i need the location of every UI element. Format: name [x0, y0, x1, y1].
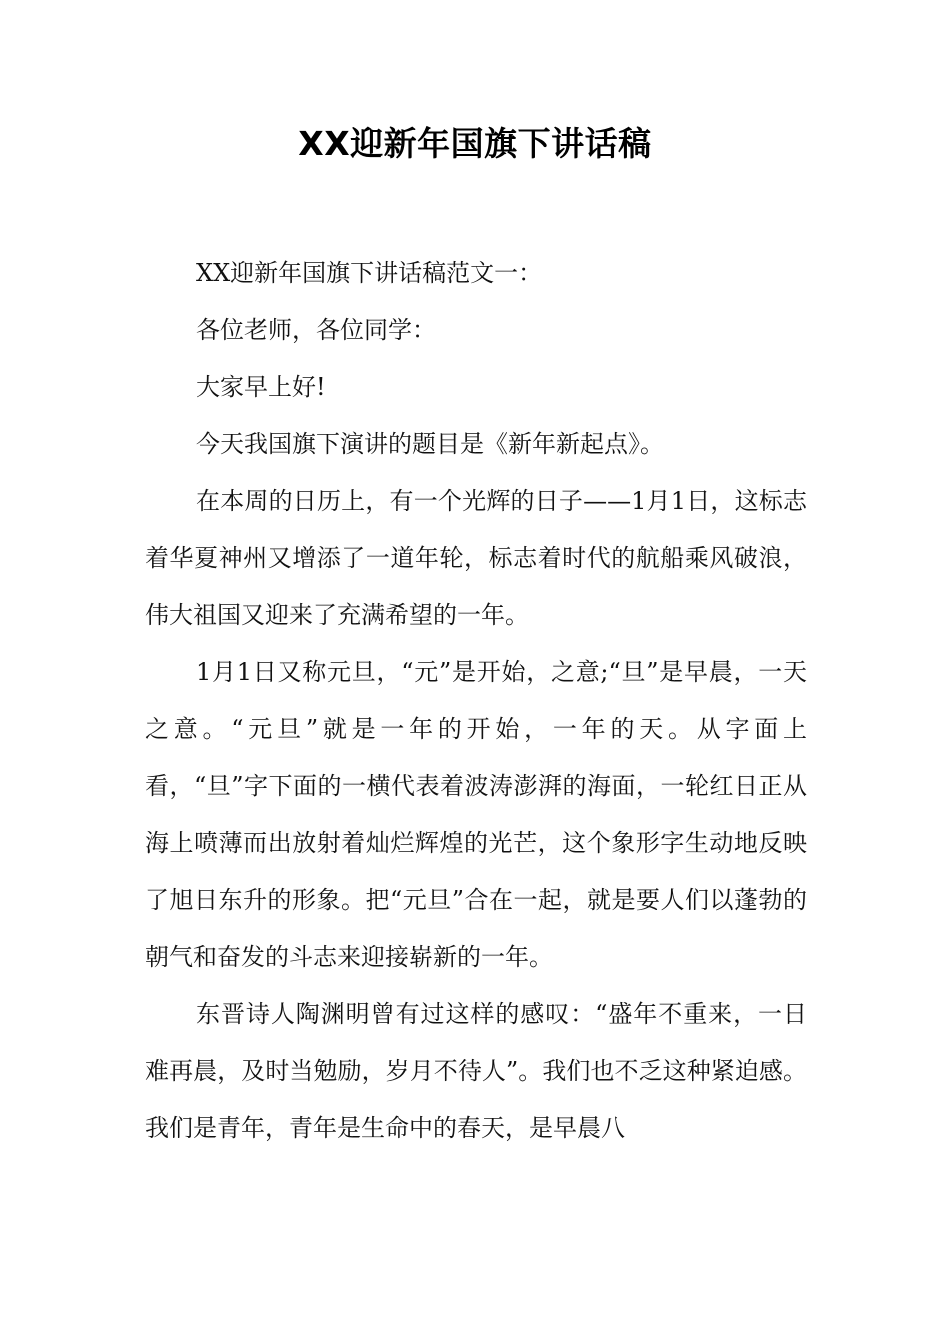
paragraph-speech-topic: 今天我国旗下演讲的题目是《新年新起点》。: [196, 430, 664, 458]
paragraph-heading-sample-one: XX迎新年国旗下讲话稿范文一：: [196, 259, 543, 287]
paragraph-tao-yuanming-quote: 东晋诗人陶渊明曾有过这样的感叹：“盛年不重来，一日难再晨，及时当勉励，岁月不待人”。我们也不乏这种紧迫感。我们是青年，青年是生命中的春天，是早晨八: [145, 1000, 807, 1142]
paragraph-salutation: 各位老师，各位同学：: [196, 316, 436, 344]
paragraph-new-year-day: 在本周的日历上，有一个光辉的日子——1月1日，这标志着华夏神州又增添了一道年轮，标志着时代的航船乘风破浪，伟大祖国又迎来了充满希望的一年。: [145, 487, 807, 629]
document-body: [145, 245, 807, 1157]
paragraph-greeting: 大家早上好!: [196, 373, 326, 401]
paragraph-yuandan-meaning: 1月1日又称元旦，“元”是开始，之意;“旦”是早晨，一天之意。“元旦”就是一年的开始，一年的天。从字面上看，“旦”字下面的一横代表着波涛澎湃的海面，一轮红日正从海上喷薄而出放射着灿烂辉煌的光芒，这个象形字生动地反映了旭日东升的形象。把“元旦”合在一起，就是要人们以蓬勃的朝气和奋发的斗志来迎接崭新的一年。: [145, 658, 807, 971]
document-title: XX迎新年国旗下讲话稿: [298, 124, 652, 163]
